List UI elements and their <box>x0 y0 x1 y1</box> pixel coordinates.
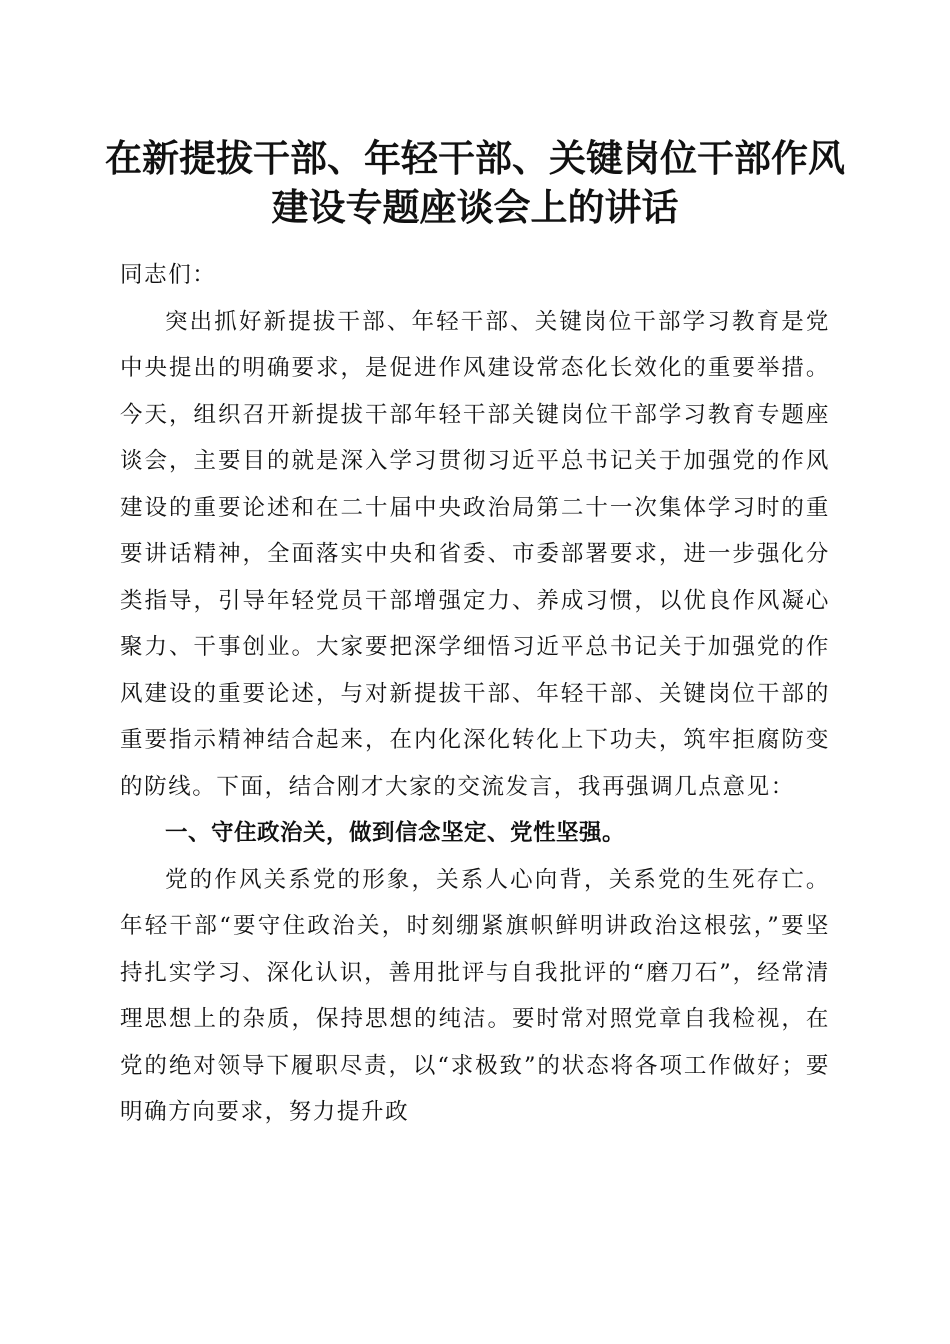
document-title-line-1: 在新提拔干部、年轻干部、关键岗位干部作风 <box>105 136 845 180</box>
salutation: 同志们： <box>120 262 217 288</box>
document-body <box>120 252 830 1136</box>
document-title-line-2: 建设专题座谈会上的讲话 <box>271 185 679 229</box>
section-heading-1: 一、守住政治关，做到信念坚定、党性坚强。 <box>165 820 626 846</box>
paragraph-intro: 突出抓好新提拔干部、年轻干部、关键岗位干部学习教育是党中央提出的明确要求，是促进作风建设常态化长效化的重要举措。今天，组织召开新提拔干部年轻干部关键岗位干部学习教育专题座谈会，主要目的就是深入学习贯彻习近平总书记关于加强党的作风建设的重要论述和在二十届中央政治局第二十一次集体学习时的重要讲话精神，全面落实中央和省委、市委部署要求，进一步强化分类指导，引导年轻党员干部增强定力、养成习惯，以优良作风凝心聚力、干事创业。大家要把深学细悟习近平总书记关于加强党的作风建设的重要论述，与对新提拔干部、年轻干部、关键岗位干部的重要指示精神结合起来，在内化深化转化上下功夫，筑牢拒腐防变的防线。下面，结合刚才大家的交流发言，我再强调几点意见： <box>120 308 830 800</box>
paragraph-section-1: 党的作风关系党的形象，关系人心向背，关系党的生死存亡。年轻干部“要守住政治关，时刻绷紧旗帜鲜明讲政治这根弦，”要坚持扎实学习、深化认识，善用批评与自我批评的“磨刀石”，经常清理思想上的杂质，保持思想的纯洁。要时常对照党章自我检视，在党的绝对领导下履职尽责，以“求极致”的状态将各项工作做好；要明确方向要求，努力提升政 <box>120 866 830 1125</box>
